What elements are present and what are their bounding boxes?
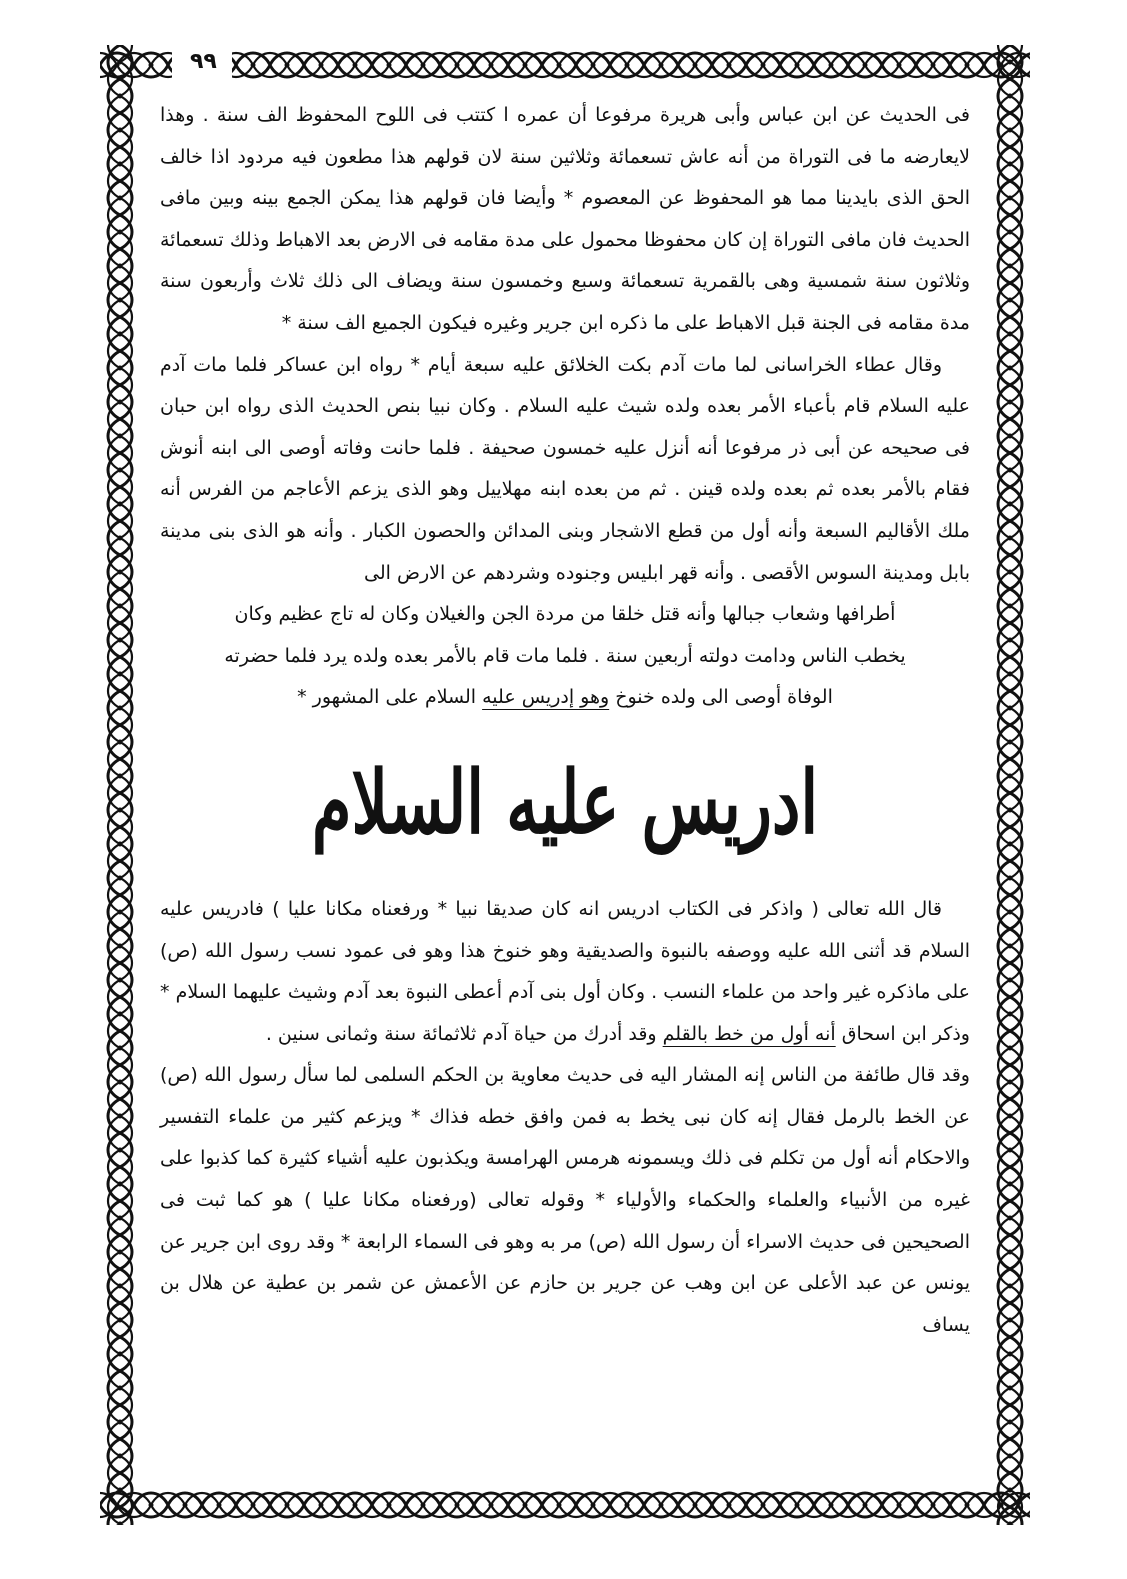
section1-paragraph-1: فى الحديث عن ابن عباس وأبى هريرة مرفوعا أن عمره ا كتتب فى اللوح المحفوظ الف سنة . وهذا لايعارضه ما فى التوراة من أنه عاش تسعمائة وثلاثين سنة لان قولهم هذا مطعون فيه مردود اذا خالف الحق الذى بايدينا مما هو المحفوظ عن المعصوم * وأيضا فان قولهم هذا يمكن الجمع بينه وبين مافى الحديث فان مافى التوراة إن كان محفوظا محمول على مدة مقامه فى الارض بعد الاهباط وذلك تسعمائة وثلاثون سنة شمسية وهى بالقمرية تسعمائة وسبع وخمسون سنة ويضاف الى ذلك ثلاث وأربعون سنة مدة مقامه فى الجنة قبل الاهباط على ما ذكره ابن جرير وغيره فيكون الجميع الف سنة * [160,104,970,334]
centered-line-3-underlined: وهو إدريس عليه [482,686,610,709]
ornamental-border-bottom [100,1485,1030,1525]
ornamental-border-top [100,45,1030,85]
section1-centered-line-2: يخطب الناس ودامت دولته أربعين سنة . فلما مات قام بالأمر بعده ولده يرد فلما حضرته [224,644,906,667]
centered-line-3-part-c: السلام على المشهور * [297,686,477,709]
section2-paragraph-2: وقد قال طائفة من الناس إنه المشار اليه فى حديث معاوية بن الحكم السلمى لما سأل رسول الله (ص) عن الخط بالرمل فقال إنه كان نبى يخط به فمن وافق خطه فذاك * ويزعم كثير من علماء التفسير والاحكام أنه أول من تكلم فى ذلك ويسمونه هرمس الهرامسة ويكذبون عليه أشياء كثيرة كما كذبوا على غيره من الأنبياء والعلماء والحكماء والأولياء * وقوله تعالى (ورفعناه مكانا عليا ) هو كما ثبت فى الصحيحين فى حديث الاسراء أن رسول الله (ص) مر به وهو فى السماء الرابعة * وقد روى ابن جرير عن يونس عن عبد الأعلى عن ابن وهب عن جرير بن حازم عن الأعمش عن شمر بن عطية عن هلال بن يساف [160,1064,970,1336]
section2-paragraph-1-underlined: أنه أول من خط بالقلم [662,1022,836,1045]
section1-centered-line-3 [160,677,970,719]
page-content [160,95,970,1346]
section-heading-idris: ادريس عليه السلام [311,752,819,855]
section2-paragraph-1-tail: وقد أدرك من حياة آدم ثلاثمائة سنة وثمانى سنين . [265,1022,657,1045]
section1-paragraph-2: وقال عطاء الخراسانى لما مات آدم بكت الخلائق عليه سبعة أيام * رواه ابن عساكر فلما مات آدم عليه السلام قام بأعباء الأمر بعده ولده شيث عليه السلام . وكان نبيا بنص الحديث الذى رواه ابن حبان فى صحيحه عن أبى ذر مرفوعا أنه أنزل عليه خمسون صحيفة . فلما حانت وفاته أوصى الى ابنه أنوش فقام بالأمر بعده ثم بعده ولده قينن . ثم من بعده ابنه مهلاييل وهو الذى يزعم الأعاجم من الفرس أنه ملك الأقاليم السبعة وأنه أول من قطع الاشجار وبنى المدائن والحصون الكبار . وأنه هو الذى بنى مدينة بابل ومدينة السوس الأقصى . وأنه قهر ابليس وجنوده وشردهم عن الارض الى [160,353,970,584]
page-number: ٩٩ [182,49,225,74]
section1-centered-line-1: أطرافها وشعاب جبالها وأنه قتل خلقا من مردة الجن والغيلان وكان له تاج عظيم وكان [234,603,896,626]
section2-paragraph-1-text: قال الله تعالى ( واذكر فى الكتاب ادريس انه كان صديقا نبيا * ورفعناه مكانا عليا ) فادريس عليه السلام قد أثنى الله عليه ووصفه بالنبوة والصديقية وهو خنوخ هذا وهو فى عمود نسب رسول الله (ص) على ماذكره غير واحد من علماء النسب . وكان أول بنى آدم أعطى النبوة بعد آدم وشيث عليهما السلام * وذكر ابن اسحاق [160,897,970,1045]
ornamental-border-right [990,45,1030,1525]
section2-paragraph-1 [160,889,970,1055]
centered-line-3-part-a: الوفاة أوصى الى ولده خنوخ [615,686,833,709]
ornamental-border-left [100,45,140,1525]
section-heading-wrap [160,719,970,889]
